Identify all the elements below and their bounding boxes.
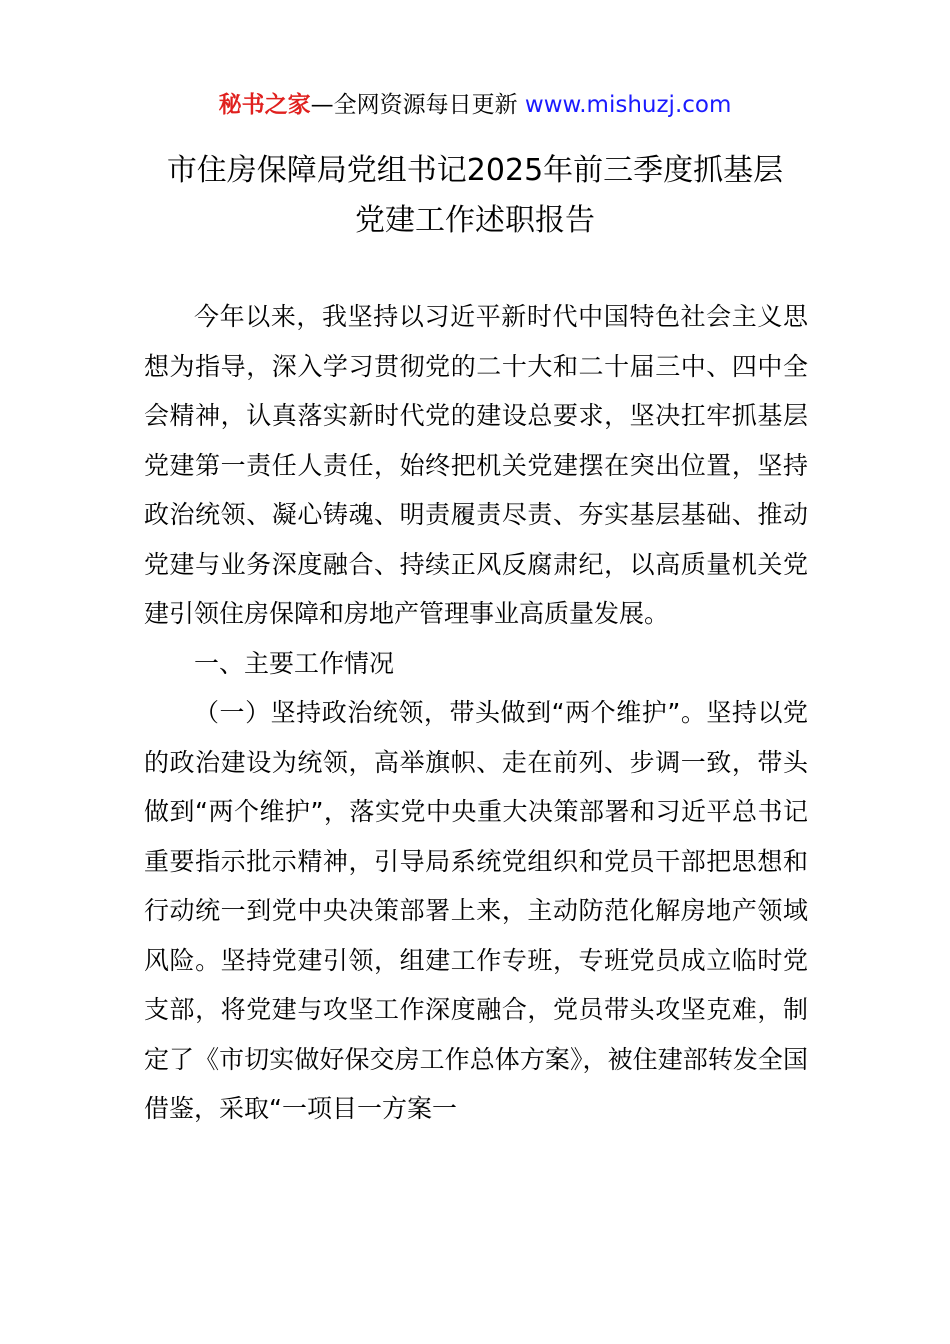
site-header bbox=[0, 88, 950, 122]
title-line-2: 党建工作述职报告 bbox=[355, 203, 595, 238]
body-paragraph: （一）坚持政治统领，带头做到“两个维护”。坚持以党的政治建设为统领，高举旗帜、走在前列、步调一致，带头做到“两个维护”，落实党中央重大决策部署和习近平总书记重要指示批示精神，引导局系统党组织和党员干部把思想和行动统一到党中央决策部署上来，主动防范化解房地产领域风险。坚持党建引领，组建工作专班，专班党员成立临时党支部，将党建与攻坚工作深度融合，党员带头攻坚克难，制定了《市切实做好保交房工作总体方案》，被住建部转发全国借鉴，采取“一项目一方案一 bbox=[144, 698, 808, 1123]
title-line-1: 市住房保障局党组书记2025年前三季度抓基层 bbox=[166, 153, 784, 188]
section-heading: 一、主要工作情况 bbox=[194, 648, 395, 678]
brand-name: 秘书之家 bbox=[218, 92, 311, 118]
document-body bbox=[144, 292, 808, 1134]
site-tagline: —全网资源每日更新 bbox=[310, 92, 525, 118]
document-title bbox=[100, 146, 850, 246]
site-url-link[interactable]: www.mishuzj.com bbox=[524, 92, 732, 118]
intro-paragraph: 今年以来，我坚持以习近平新时代中国特色社会主义思想为指导，深入学习贯彻党的二十大和二十届三中、四中全会精神，认真落实新时代党的建设总要求，坚决扛牢抓基层党建第一责任人责任，始终把机关党建摆在突出位置，坚持政治统领、凝心铸魂、明责履责尽责、夯实基层基础、推动党建与业务深度融合、持续正风反腐肃纪，以高质量机关党建引领住房保障和房地产管理事业高质量发展。 bbox=[144, 302, 808, 628]
